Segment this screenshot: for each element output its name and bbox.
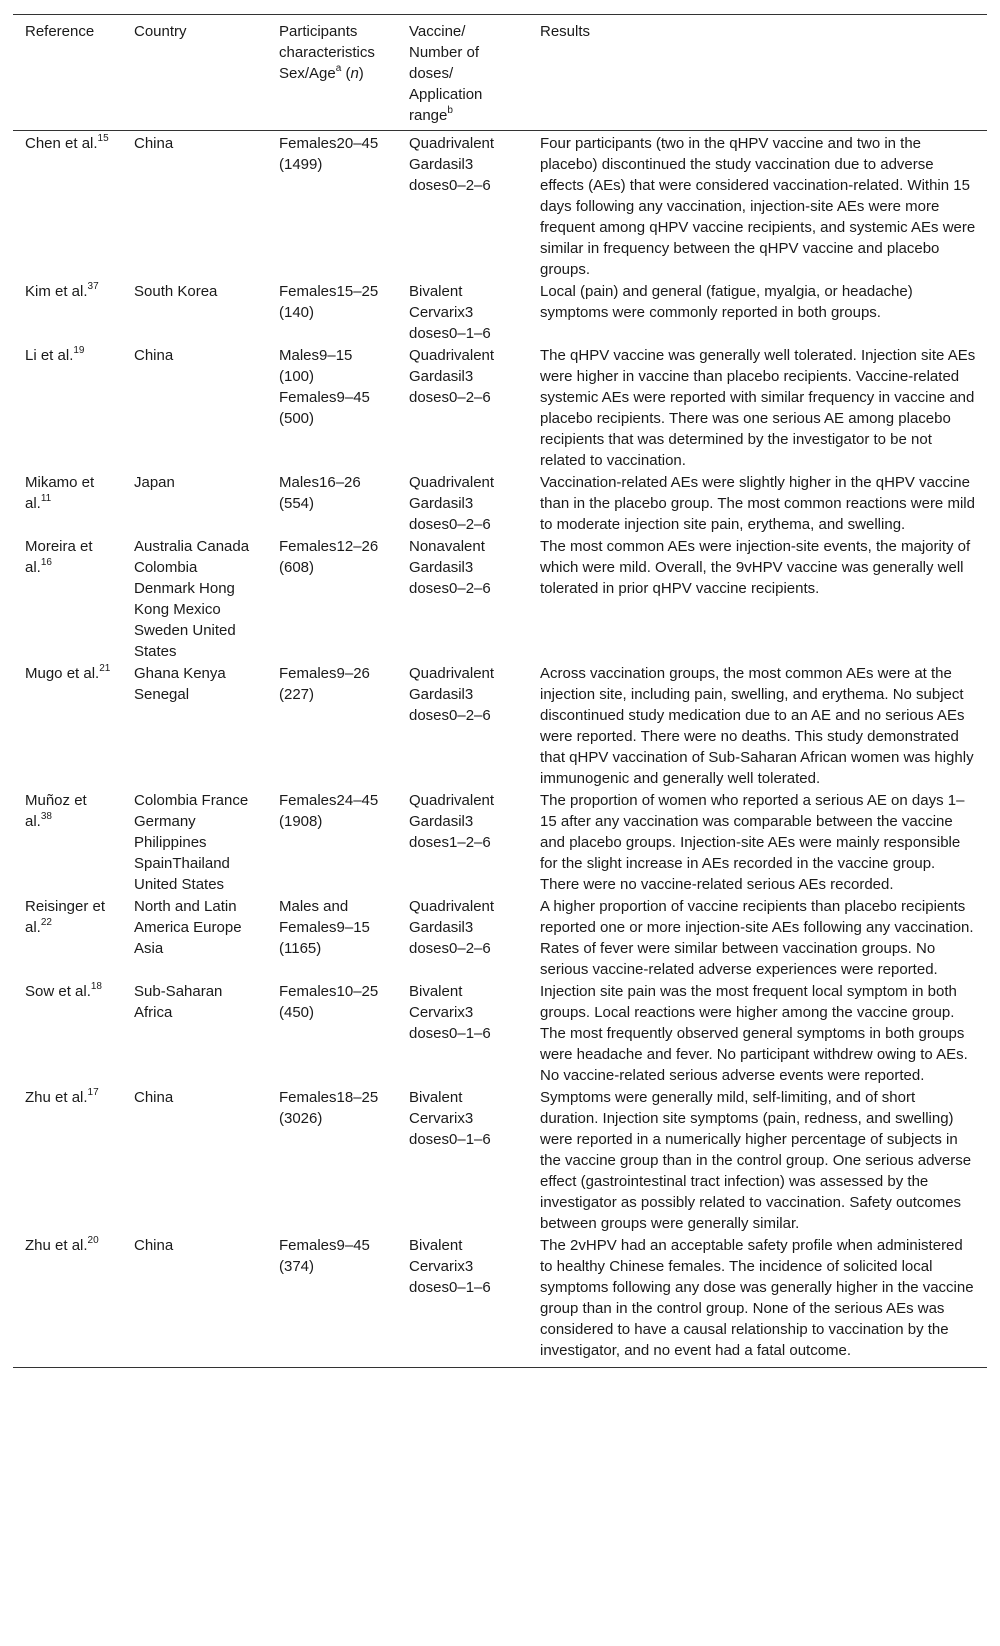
reference-text: Muñoz et al. xyxy=(25,792,87,830)
reference-text: Kim et al. xyxy=(25,283,88,300)
header-vaccine-footnote: b xyxy=(447,105,453,116)
cell-reference xyxy=(13,471,122,535)
cell-results: Vaccination-related AEs were slightly higher in the qHPV vaccine than in the placebo group. The most common reactions were mild to moderate injection site pain, erythema, and swelling. xyxy=(540,474,975,533)
table-row xyxy=(13,662,987,789)
cell-country: Australia Canada Colombia Denmark Hong Kong Mexico Sweden United States xyxy=(134,538,250,660)
cell-results: Four participants (two in the qHPV vaccine and two in the placebo) discontinued the study vaccination due to adverse effects (AEs) that were considered vaccination-related. Within 15 days following any vaccination, injection-site AEs were more frequent among qHPV vaccine recipients, and systemic AEs were similar in frequency between the qHPV vaccine and placebo groups. xyxy=(540,135,976,278)
cell-reference xyxy=(13,1234,122,1368)
cell-country: Ghana Kenya Senegal xyxy=(134,665,226,703)
header-row xyxy=(13,15,987,131)
cell-country: Colombia France Germany Philippines SpainThailand United States xyxy=(134,792,249,893)
cell-results: A higher proportion of vaccine recipients than placebo recipients reported one or more injection-site AEs following any vaccination. Rates of fever were similar between vaccination groups. No serious vaccine-related adverse experiences were reported. xyxy=(540,898,974,978)
cell-country: North and Latin America Europe Asia xyxy=(134,898,242,957)
table-row xyxy=(13,280,987,344)
hpv-safety-table xyxy=(13,14,987,1368)
reference-text: Mugo et al. xyxy=(25,665,100,682)
cell-reference xyxy=(13,789,122,895)
cell-vaccine: Quadrivalent Gardasil3 doses0–2–6 xyxy=(409,898,495,957)
cell-participants: Males16–26 (554) xyxy=(279,474,361,512)
cell-country: South Korea xyxy=(134,283,218,300)
cell-country: China xyxy=(134,1237,174,1254)
table-row xyxy=(13,789,987,895)
reference-text: Zhu et al. xyxy=(25,1237,88,1254)
reference-text: Sow et al. xyxy=(25,983,91,1000)
table-row xyxy=(13,1086,987,1234)
cell-reference xyxy=(13,662,122,789)
cell-country: Sub-Saharan Africa xyxy=(134,983,223,1021)
header-participants-n: n xyxy=(350,65,359,82)
header-participants-n-close: ) xyxy=(358,65,364,82)
table-row xyxy=(13,131,987,281)
cell-country: Japan xyxy=(134,474,175,491)
table-row xyxy=(13,980,987,1086)
cell-participants: Males9–15 (100) Females9–45 (500) xyxy=(279,347,370,427)
header-participants xyxy=(267,15,397,131)
reference-citation: 17 xyxy=(87,1087,99,1098)
reference-citation: 11 xyxy=(40,493,52,504)
cell-results: The 2vHPV had an acceptable safety profile when administered to healthy Chinese females. The incidence of solicited local symptoms following any dose was generally higher in the vaccine group than in the control group. None of the serious AEs was considered to have a causal relationship to vaccination by the investigator, and no event had a fatal outcome. xyxy=(540,1237,974,1359)
cell-participants: Females15–25 (140) xyxy=(279,283,379,321)
cell-reference xyxy=(13,280,122,344)
cell-vaccine: Nonavalent Gardasil3 doses0–2–6 xyxy=(409,538,491,597)
table-row xyxy=(13,344,987,471)
cell-vaccine: Quadrivalent Gardasil3 doses0–2–6 xyxy=(409,665,495,724)
cell-reference xyxy=(13,895,122,980)
reference-citation: 22 xyxy=(40,917,52,928)
cell-participants: Females18–25 (3026) xyxy=(279,1089,379,1127)
cell-participants: Females20–45 (1499) xyxy=(279,135,379,173)
table-row xyxy=(13,895,987,980)
reference-text: Moreira et al. xyxy=(25,538,93,576)
reference-text: Mikamo et al. xyxy=(25,474,95,512)
cell-reference xyxy=(13,980,122,1086)
cell-results: The proportion of women who reported a serious AE on days 1–15 after any vaccination was comparable between the vaccine and placebo groups. Injection-site AEs were mainly responsible for the slight increase in AEs recorded in the vaccine group. There were no vaccine-related serious AEs recorded. xyxy=(540,792,965,893)
cell-participants: Females9–45 (374) xyxy=(279,1237,370,1275)
reference-citation: 20 xyxy=(87,1235,99,1246)
cell-results: The most common AEs were injection-site events, the majority of which were mild. Overall, the 9vHPV vaccine was generally well tolerated in prior qHPV vaccine recipients. xyxy=(540,538,971,597)
table-row xyxy=(13,535,987,662)
cell-vaccine: Quadrivalent Gardasil3 doses0–2–6 xyxy=(409,347,495,406)
cell-results: Symptoms were generally mild, self-limiting, and of short duration. Injection site symptoms (pain, redness, and swelling) were reported in a numerically higher percentage of subjects in the vaccine group than in the control group. One serious adverse effect (gastrointestinal tract infection) was assessed by the investigator as possibly related to vaccination. Safety outcomes between groups were generally similar. xyxy=(540,1089,972,1232)
cell-vaccine: Quadrivalent Gardasil3 doses0–2–6 xyxy=(409,474,495,533)
header-country: Country xyxy=(134,23,187,40)
header-participants-text: Participants characteristics Sex/Age xyxy=(279,23,375,82)
cell-results: The qHPV vaccine was generally well tolerated. Injection site AEs were higher in vaccine than placebo recipients. Vaccine-related systemic AEs were reported with similar frequency in vaccine and placebo recipients. There was one serious AE among placebo recipients that was determined by the investigator to be not related to vaccination. xyxy=(540,347,976,469)
cell-participants: Females9–26 (227) xyxy=(279,665,370,703)
cell-participants: Females24–45 (1908) xyxy=(279,792,379,830)
header-vaccine xyxy=(397,15,528,131)
reference-citation: 38 xyxy=(40,811,52,822)
cell-participants: Males and Females9–15 (1165) xyxy=(279,898,370,957)
cell-participants: Females12–26 (608) xyxy=(279,538,379,576)
cell-vaccine: Bivalent Cervarix3 doses0–1–6 xyxy=(409,283,491,342)
cell-country: China xyxy=(134,135,174,152)
cell-results: Across vaccination groups, the most common AEs were at the injection site, including pain, swelling, and erythema. No subject discontinued study medication due to an AE and no serious AEs were reported. There were no deaths. This study demonstrated that qHPV vaccination of Sub-Saharan African women was highly immunogenic and generally well tolerated. xyxy=(540,665,974,787)
reference-citation: 18 xyxy=(90,981,102,992)
table-row xyxy=(13,1234,987,1368)
cell-country: China xyxy=(134,1089,174,1106)
reference-citation: 21 xyxy=(99,663,111,674)
cell-vaccine: Quadrivalent Gardasil3 doses1–2–6 xyxy=(409,792,495,851)
cell-country: China xyxy=(134,347,174,364)
cell-reference xyxy=(13,131,122,281)
cell-reference xyxy=(13,344,122,471)
reference-text: Li et al. xyxy=(25,347,74,364)
cell-vaccine: Bivalent Cervarix3 doses0–1–6 xyxy=(409,983,491,1042)
reference-citation: 19 xyxy=(73,345,85,356)
header-results: Results xyxy=(540,23,591,40)
reference-text: Zhu et al. xyxy=(25,1089,88,1106)
reference-text: Reisinger et al. xyxy=(25,898,106,936)
cell-results: Injection site pain was the most frequent local symptom in both groups. Local reactions were higher among the vaccine group. The most frequently observed general symptoms in both groups were headache and fever. No participant withdrew owing to AEs. No vaccine-related serious adverse events were reported. xyxy=(540,983,968,1084)
cell-results: Local (pain) and general (fatigue, myalgia, or headache) symptoms were commonly reported in both groups. xyxy=(540,283,913,321)
table-body xyxy=(13,131,987,1368)
reference-text: Chen et al. xyxy=(25,135,98,152)
cell-reference xyxy=(13,1086,122,1234)
reference-citation: 37 xyxy=(87,281,99,292)
reference-citation: 15 xyxy=(97,133,109,144)
table-header xyxy=(13,15,987,131)
table-container xyxy=(13,14,987,1368)
header-vaccine-text: Vaccine/ Number of doses/ Application range xyxy=(409,23,483,124)
table-row xyxy=(13,471,987,535)
cell-vaccine: Bivalent Cervarix3 doses0–1–6 xyxy=(409,1089,491,1148)
cell-reference xyxy=(13,535,122,662)
cell-vaccine: Quadrivalent Gardasil3 doses0–2–6 xyxy=(409,135,495,194)
header-reference: Reference xyxy=(25,23,95,40)
header-participants-n-open: ( xyxy=(341,65,351,82)
reference-citation: 16 xyxy=(40,557,52,568)
cell-participants: Females10–25 (450) xyxy=(279,983,379,1021)
header-participants-footnote: a xyxy=(335,63,342,74)
cell-vaccine: Bivalent Cervarix3 doses0–1–6 xyxy=(409,1237,491,1296)
